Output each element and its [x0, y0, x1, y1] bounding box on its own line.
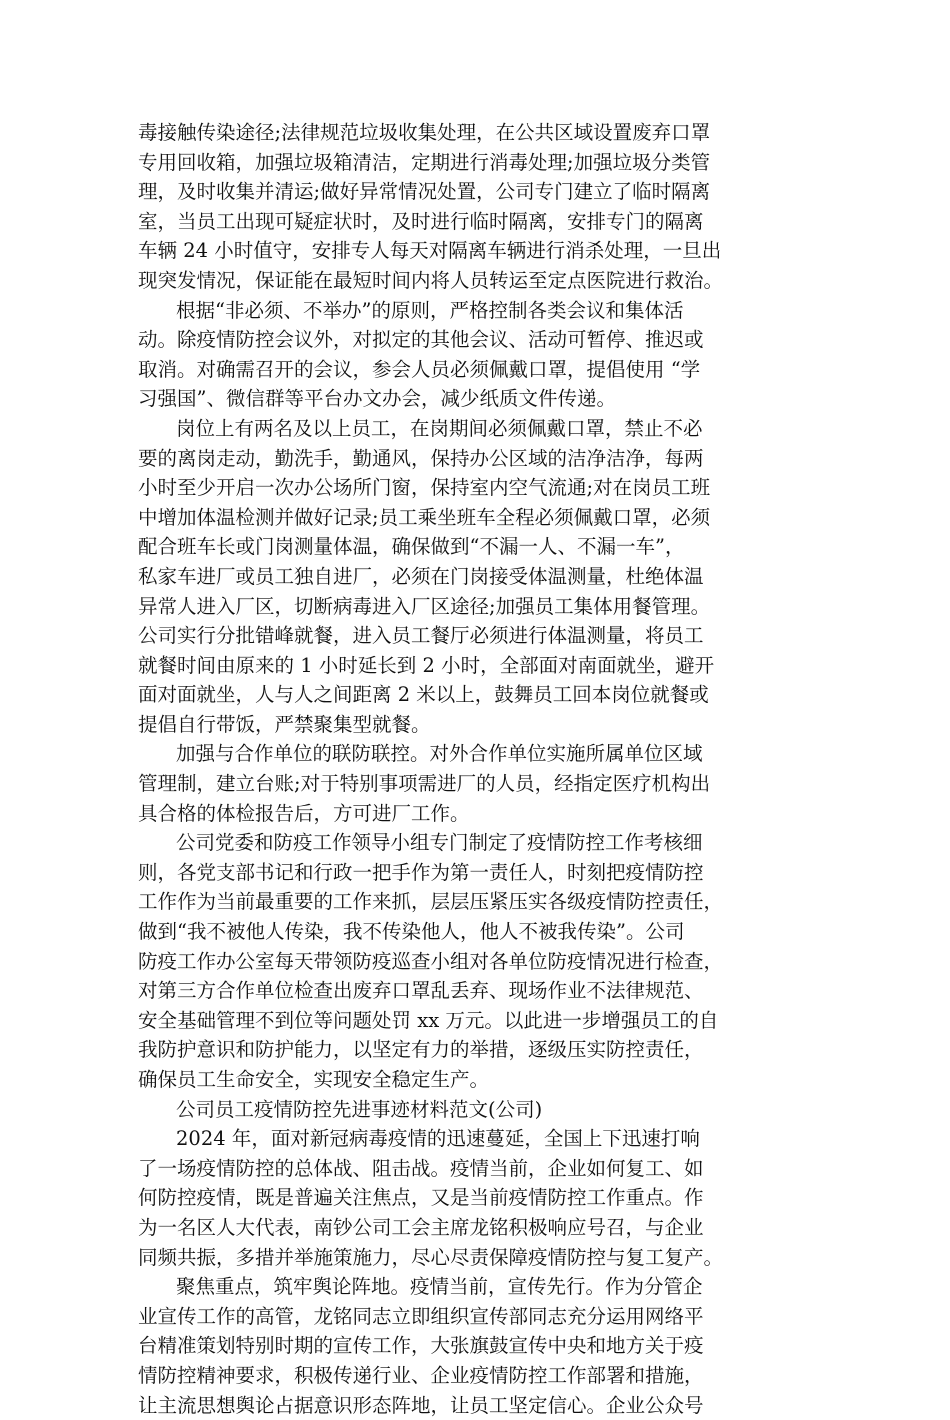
text-line: 了一场疫情防控的总体战、阻击战。疫情当前，企业如何复工、如: [138, 1156, 704, 1180]
text-line: 具合格的体检报告后，方可进厂工作。: [138, 801, 470, 825]
paragraph-first-line: 岗位上有两名及以上员工，在岗期间必须佩戴口罩，禁止不必: [176, 416, 703, 440]
text-line: 专用回收箱，加强垃圾箱清洁，定期进行消毒处理;加强垃圾分类管: [138, 150, 711, 174]
text-line: 台精准策划特别时期的宣传工作，大张旗鼓宣传中央和地方关于疫: [138, 1334, 704, 1358]
text-line: 异常人进入厂区，切断病毒进入厂区途径;加强员工集体用餐管理。: [138, 594, 711, 618]
text-line: 毒接触传染途径;法律规范垃圾收集处理，在公共区域设置废弃口罩: [138, 121, 711, 144]
text-line: 习强国”、微信群等平台办文办会，减少纸质文件传递。: [138, 387, 616, 411]
text-line: 工作作为当前最重要的工作来抓，层层压紧压实各级疫情防控责任，: [138, 890, 724, 914]
paragraph-first-line: 2024 年，面对新冠病毒疫情的迅速蔓延，全国上下迅速打响: [176, 1127, 700, 1151]
paragraph-first-line: 根据“非必须、不举办”的原则，严格控制各类会议和集体活: [176, 298, 684, 322]
text-line: 动。除疫情防控会议外，对拟定的其他会议、活动可暂停、推迟或: [138, 328, 704, 352]
text-line: 中增加体温检测并做好记录;员工乘坐班车全程必须佩戴口罩，必须: [138, 505, 711, 529]
paragraph-first-line: 公司员工疫情防控先进事迹材料范文(公司): [176, 1097, 543, 1121]
text-line: 让主流思想舆论占据意识形态阵地，让员工坚定信心。企业公众号: [138, 1393, 704, 1417]
text-line: 提倡自行带饭，严禁聚集型就餐。: [138, 712, 431, 736]
text-line: 理，及时收集并清运;做好异常情况处置，公司专门建立了临时隔离: [138, 180, 711, 204]
text-line: 情防控精神要求，积极传递行业、企业疫情防控工作部署和措施，: [138, 1363, 704, 1387]
text-line: 配合班车长或门岗测量体温，确保做到“不漏一人、不漏一车”，: [138, 535, 685, 559]
text-line: 私家车进厂或员工独自进厂，必须在门岗接受体温测量，杜绝体温: [138, 564, 704, 588]
text-line: 室，当员工出现可疑症状时，及时进行临时隔离，安排专门的隔离: [138, 209, 704, 233]
text-line: 做到“我不被他人传染，我不传染他人，他人不被我传染”。公司: [138, 920, 685, 944]
text-line: 对第三方合作单位检查出废弃口罩乱丢弃、现场作业不法律规范、: [138, 979, 704, 1003]
paragraph-first-line: 公司党委和防疫工作领导小组专门制定了疫情防控工作考核细: [176, 831, 703, 855]
text-line: 防疫工作办公室每天带领防疫巡查小组对各单位防疫情况进行检查，: [138, 949, 724, 973]
text-line: 我防护意识和防护能力，以坚定有力的举措，逐级压实防控责任，: [138, 1038, 704, 1062]
text-line: 业宣传工作的高管，龙铭同志立即组织宣传部同志充分运用网络平: [138, 1304, 704, 1328]
text-line: 为一名区人大代表，南钞公司工会主席龙铭积极响应号召，与企业: [138, 1215, 704, 1239]
text-line: 何防控疫情，既是普遍关注焦点，又是当前疫情防控工作重点。作: [138, 1186, 704, 1210]
text-line: 安全基础管理不到位等问题处罚 xx 万元。以此进一步增强员工的自: [138, 1008, 719, 1032]
text-line: 就餐时间由原来的 1 小时延长到 2 小时，全部面对南面就坐，避开: [138, 653, 715, 677]
text-line: 管理制，建立台账;对于特别事项需进厂的人员，经指定医疗机构出: [138, 772, 711, 796]
text-line: 确保员工生命安全，实现安全稳定生产。: [138, 1068, 490, 1091]
text-line: 小时至少开启一次办公场所门窗，保持室内空气流通;对在岗员工班: [138, 476, 711, 500]
text-line: 面对面就坐，人与人之间距离 2 米以上，鼓舞员工回本岗位就餐或: [138, 683, 709, 707]
text-line: 要的离岗走动，勤洗手，勤通风，保持办公区域的洁净洁净，每两: [138, 446, 704, 470]
text-line: 则，各党支部书记和行政一把手作为第一责任人，时刻把疫情防控: [138, 860, 704, 884]
paragraph-first-line: 聚焦重点，筑牢舆论阵地。疫情当前，宣传先行。作为分管企: [176, 1275, 703, 1299]
document-body-text: [138, 118, 818, 1420]
text-line: 车辆 24 小时值守，安排专人每天对隔离车辆进行消杀处理，一旦出: [138, 239, 722, 263]
text-line: 同频共振，多措并举施策施力，尽心尽责保障疫情防控与复工复产。: [138, 1245, 724, 1269]
paragraph-first-line: 加强与合作单位的联防联控。对外合作单位实施所属单位区域: [176, 742, 703, 766]
text-line: 公司实行分批错峰就餐，进入员工餐厅必须进行体温测量，将员工: [138, 624, 704, 648]
text-line: 现突发情况，保证能在最短时间内将人员转运至定点医院进行救治。: [138, 268, 724, 292]
text-line: 取消。对确需召开的会议，参会人员必须佩戴口罩，提倡使用 “学: [138, 357, 701, 381]
